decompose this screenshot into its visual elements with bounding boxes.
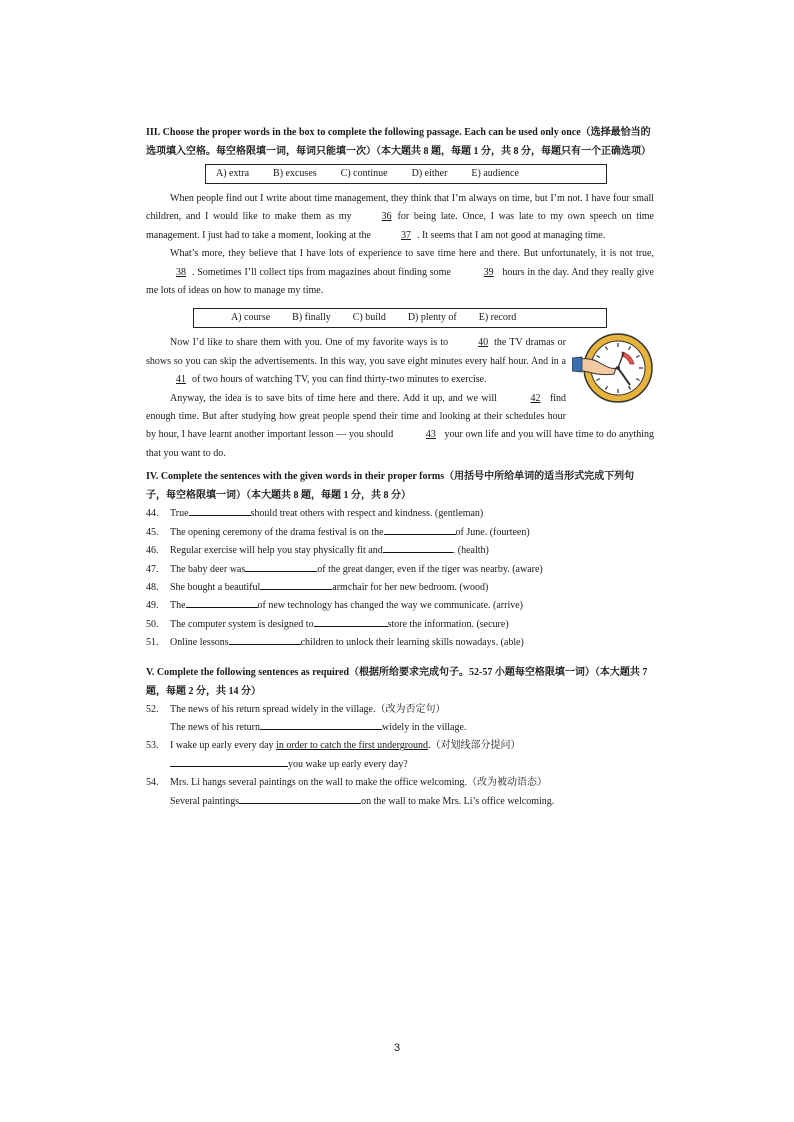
blank-41[interactable]: 41: [176, 374, 186, 386]
clock-icon: [572, 330, 660, 408]
word-box-1: [205, 164, 607, 184]
section-4-title: IV. Complete the sentences with the given words in their proper forms（用括号中所给单词的适当形式完成下列句子，每空格限填一词）（本大题共 8 题，每题 1 分，共 8 分）: [146, 471, 635, 502]
word-box-2: [193, 308, 607, 328]
option: A) extra: [216, 167, 250, 179]
option: B) excuses: [273, 167, 317, 179]
passage-paragraph-3: Now I’d like to share them with you. One of my favorite ways is to 40 the TV dramas or shows so you can skip the advertisements. In this way, you save eight minutes every half hour. And in a41 of two hours of watching TV, you can find thirty-two minutes to exercise.: [146, 334, 654, 389]
passage-paragraph-4: Anyway, the idea is to save bits of time here and there. Add it up, and we will 42 find enough time. But after studying how great people spend their time and looking at their schedules hour by hour, I have learnt another important lesson — you should 43 your own life and you will have time to do anything that you want to do.: [146, 390, 654, 464]
answer-line[interactable]: [189, 505, 251, 516]
question-44: 44. True should treat others with respect and kindness. (gentleman): [146, 505, 654, 523]
option: B) finally: [292, 312, 331, 324]
answer-line[interactable]: [383, 542, 453, 553]
answer-line[interactable]: [186, 597, 258, 608]
worksheet-page: [146, 123, 654, 811]
question-46: 46. Regular exercise will help you stay physically fit and . (health): [146, 542, 654, 560]
answer-line[interactable]: [260, 579, 332, 590]
question-52: 52. The news of his return spread widely in the village.（改为否定句） The news of his return widely in the village.: [146, 703, 467, 733]
passage-paragraph-1: When people find out I write about time management, they think that I’m always on time, but I’m not. I have four small children, and I would like to make them as my 36 for being late. Once, I was late to my own speech on time management. I just had to take a moment, looking at the 37 . It seems that I am not good at managing time.: [146, 190, 654, 245]
section-4-questions: [146, 505, 654, 652]
blank-39[interactable]: 39: [483, 266, 494, 278]
section-3-title: III. Choose the proper words in the box to complete the following passage. Each can be used only once（选择最恰当的选项填入空格。每空格限填一词，每词只能填一次）（本大题共 8 题，每题 1 分，共 8 分，每题只有一个正确选项）: [146, 127, 651, 157]
question-48: 48. She bought a beautiful armchair for her new bedroom. (wood): [146, 579, 654, 597]
blank-42[interactable]: 42: [530, 392, 541, 404]
option: A) course: [231, 312, 271, 324]
blank-36[interactable]: 36: [381, 211, 392, 223]
page-number: 3: [393, 1042, 401, 1054]
option: C) build: [352, 312, 386, 324]
blank-40[interactable]: 40: [478, 337, 489, 349]
answer-line[interactable]: [239, 793, 361, 804]
blank-38[interactable]: 38: [176, 266, 186, 278]
option: E) audience: [471, 167, 519, 179]
answer-line[interactable]: [229, 634, 301, 645]
question-47: 47. The baby deer was of the great danger, even if the tiger was nearby. (aware): [146, 561, 654, 579]
question-54: 54. Mrs. Li hangs several paintings on the wall to make the office welcoming.（改为被动语态） Several paintings on the wall to make Mrs. Li’s office welcoming.: [146, 777, 555, 807]
section-5-title: V. Complete the following sentences as required（根据所给要求完成句子。52-57 小题每空格限填一词）（本大题共 7 题，每题 2 分，共 14 分）: [146, 666, 648, 697]
option: D) either: [411, 167, 448, 179]
clock-illustration: [572, 330, 660, 408]
option: E) record: [478, 312, 517, 324]
underlined-phrase: in order to catch the first underground: [276, 740, 429, 752]
option: D) plenty of: [407, 312, 457, 324]
answer-line[interactable]: [384, 524, 456, 535]
blank-43[interactable]: 43: [425, 429, 436, 441]
answer-line[interactable]: [260, 719, 382, 730]
answer-line[interactable]: [245, 561, 317, 572]
answer-line[interactable]: [314, 616, 388, 627]
option: C) continue: [340, 167, 388, 179]
question-51: 51. Online lessons children to unlock their learning skills nowadays. (able): [146, 634, 654, 652]
question-53: 53. I wake up early every day in order to catch the first underground.（对划线部分提问） you wake up early every day?: [146, 740, 521, 770]
passage-paragraph-2: What’s more, they believe that I have lots of experience to save time here and there. But unfortunately, it is not true, 38 . Sometimes I’ll collect tips from magazines about finding some 39 hours in the day. And they really give me lots of ideas on how to manage my time.: [146, 248, 654, 297]
answer-line[interactable]: [170, 756, 288, 767]
question-45: 45. The opening ceremony of the drama festival is on the of June. (fourteen): [146, 524, 654, 542]
question-50: 50. The computer system is designed to store the information. (secure): [146, 616, 654, 634]
question-49: 49. The of new technology has changed the way we communicate. (arrive): [146, 597, 654, 615]
blank-37[interactable]: 37: [400, 229, 411, 241]
